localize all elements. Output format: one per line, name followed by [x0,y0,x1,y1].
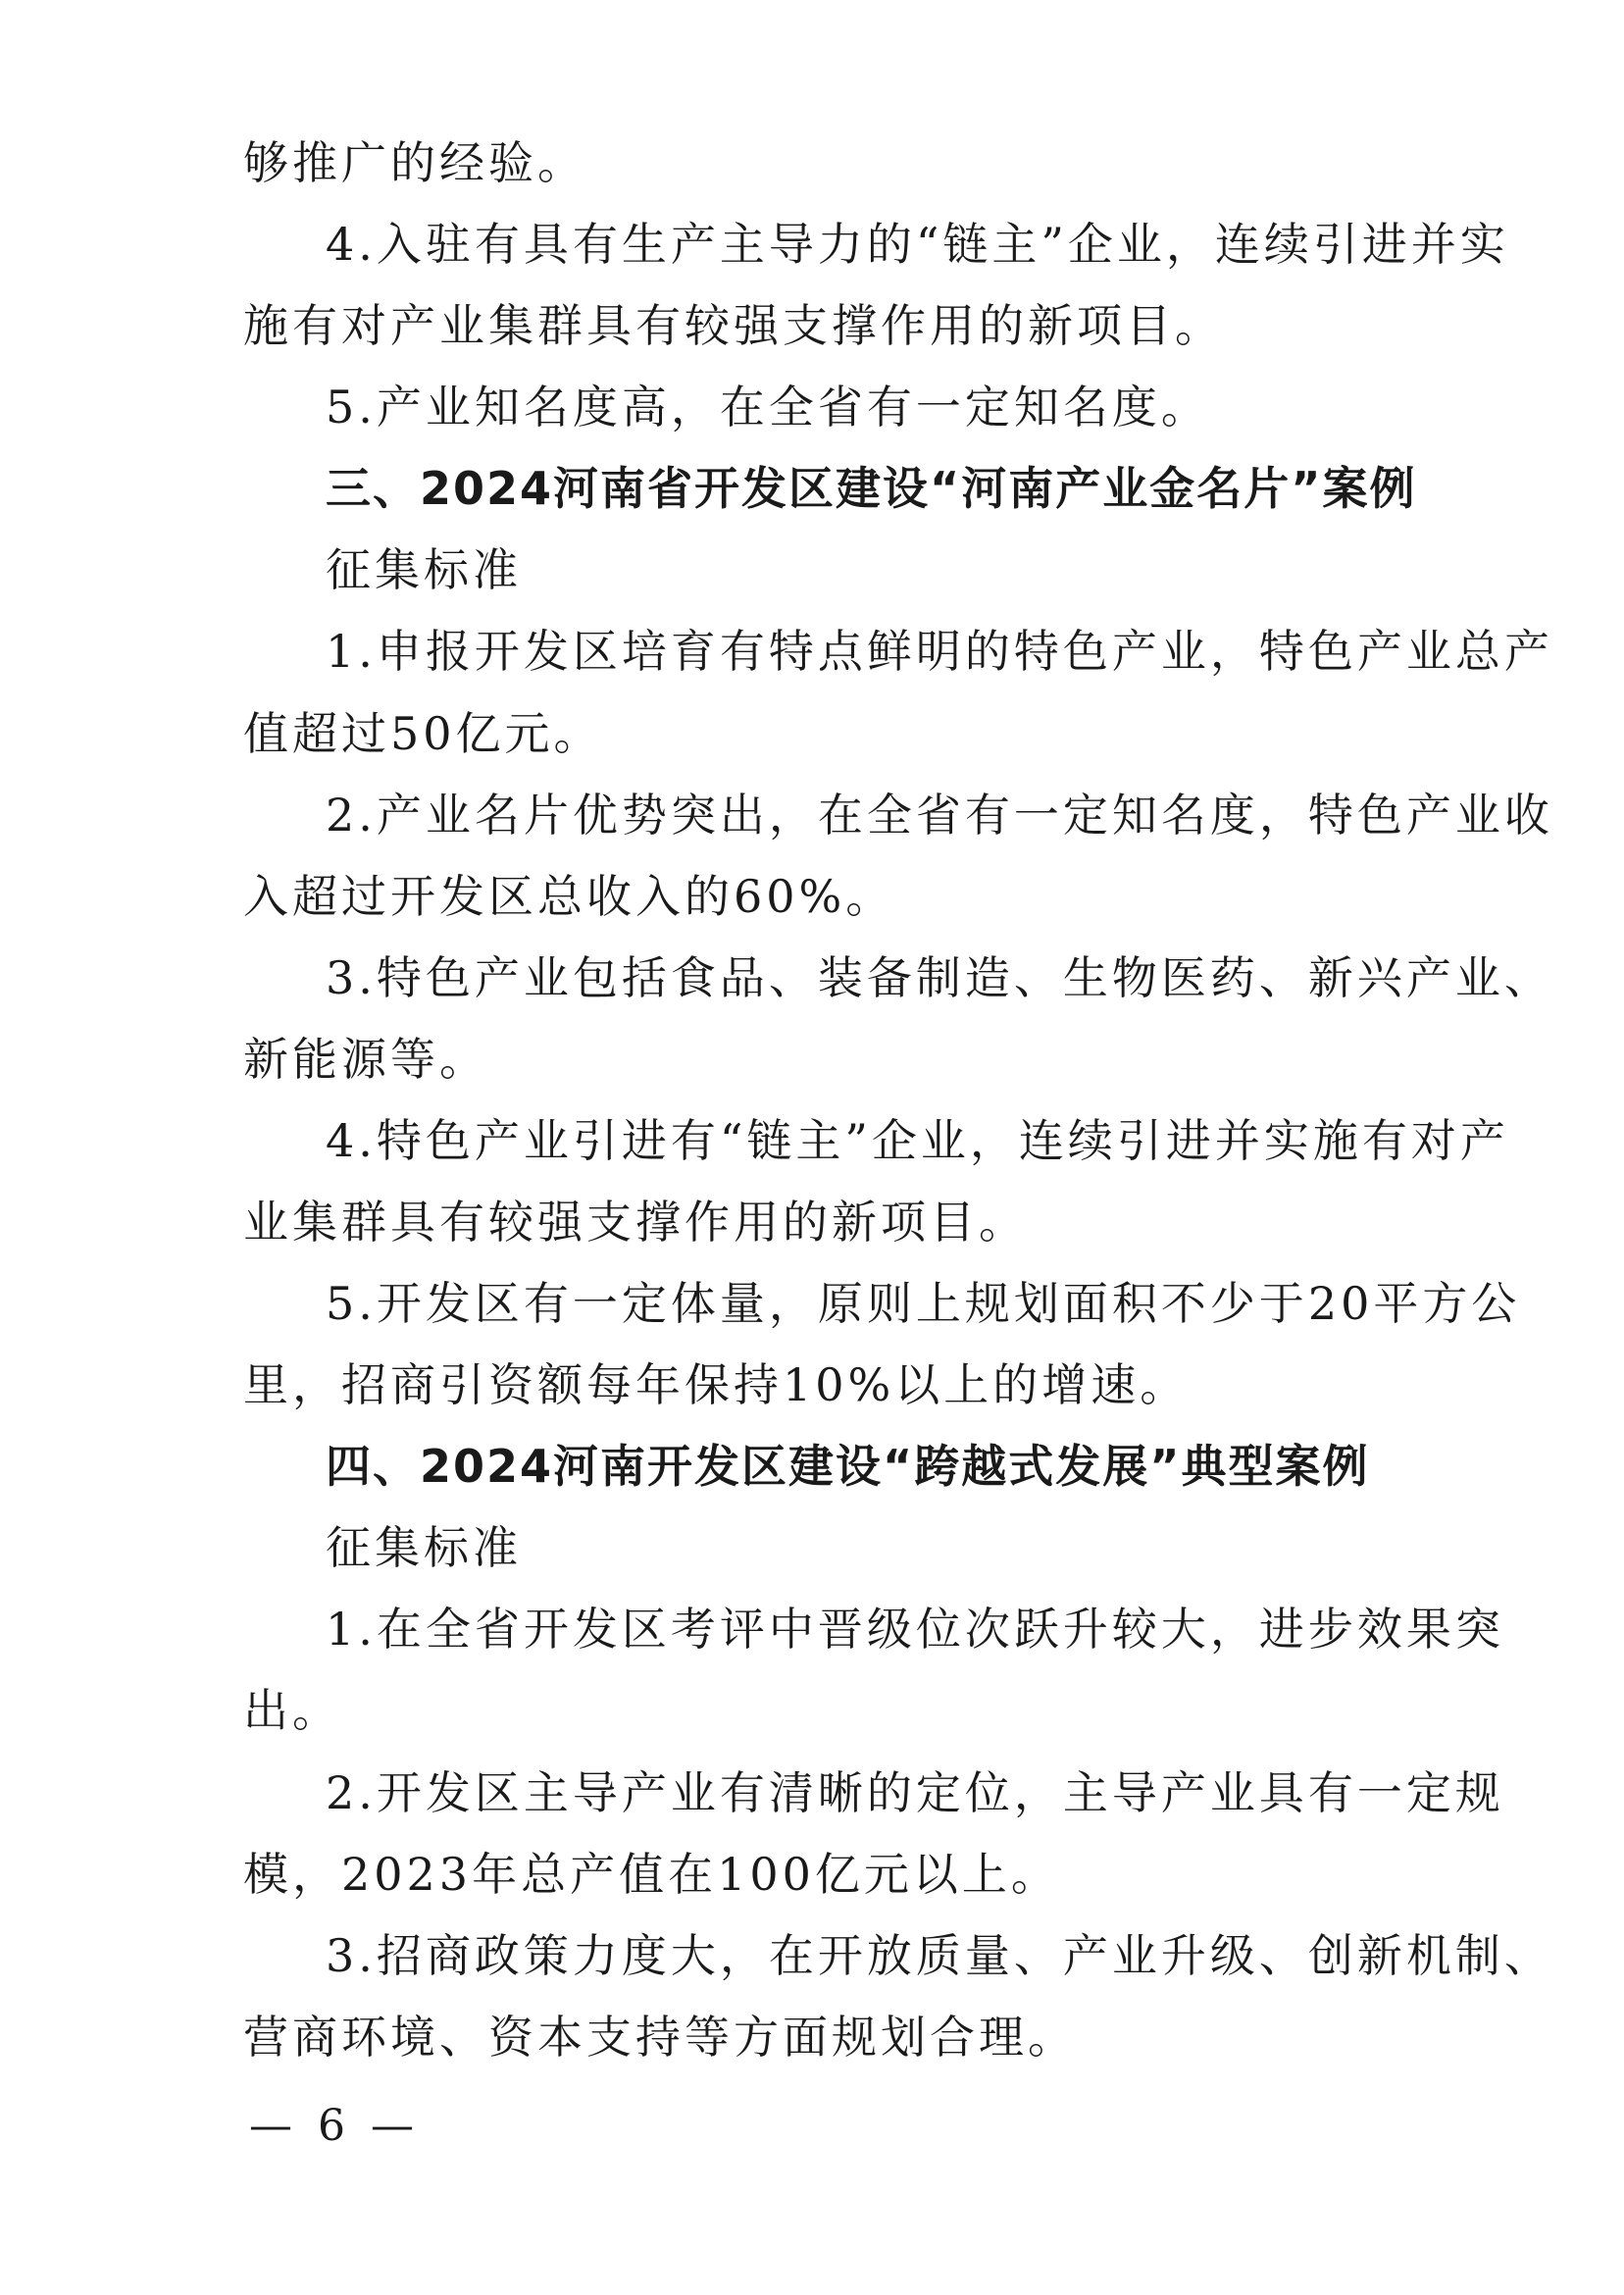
paragraph-line: 4.入驻有具有生产主导力的“链主”企业，连续引进并实 [326,218,1509,271]
paragraph-line: 征集标准 [326,1521,522,1574]
paragraph-line: 4.特色产业引进有“链主”企业，连续引进并实施有对产 [326,1114,1509,1167]
paragraph-line: 1.在全省开发区考评中晋级位次跃升较大，进步效果突 [326,1603,1504,1656]
paragraph-line: 征集标准 [326,543,522,596]
paragraph-line: 5.产业知名度高，在全省有一定知名度。 [326,381,1210,434]
paragraph-line: 2.开发区主导产业有清晰的定位，主导产业具有一定规 [326,1766,1504,1819]
page-number: — 6 — [249,2101,420,2151]
paragraph-line: 模，2023年总产值在100亿元以上。 [243,1848,1060,1901]
paragraph-line: 3.特色产业包括食品、装备制造、生物医药、新兴产业、 [326,951,1553,1004]
paragraph-line: 够推广的经验。 [243,136,586,189]
section-heading: 三、2024河南省开发区建设“河南产业金名片”案例 [326,462,1417,515]
paragraph-line: 新能源等。 [243,1033,488,1086]
section-heading: 四、2024河南开发区建设“跨越式发展”典型案例 [326,1440,1370,1493]
paragraph-line: 值超过50亿元。 [243,707,603,760]
paragraph-line: 3.招商政策力度大，在开放质量、产业升级、创新机制、 [326,1929,1553,1982]
paragraph-line: 里，招商引资额每年保持10%以上的增速。 [243,1358,1190,1411]
paragraph-line: 业集群具有较强支撑作用的新项目。 [243,1196,1028,1249]
paragraph-line: 营商环境、资本支持等方面规划合理。 [243,2011,1077,2064]
paragraph-line: 5.开发区有一定体量，原则上规划面积不少于20平方公 [326,1277,1521,1330]
paragraph-line: 1.申报开发区培育有特点鲜明的特色产业，特色产业总产 [326,625,1553,678]
paragraph-line: 出。 [243,1684,341,1737]
paragraph-line: 2.产业名片优势突出，在全省有一定知名度，特色产业收 [326,789,1553,842]
paragraph-line: 入超过开发区总收入的60%。 [243,870,895,923]
paragraph-line: 施有对产业集群具有较强支撑作用的新项目。 [243,299,1224,352]
